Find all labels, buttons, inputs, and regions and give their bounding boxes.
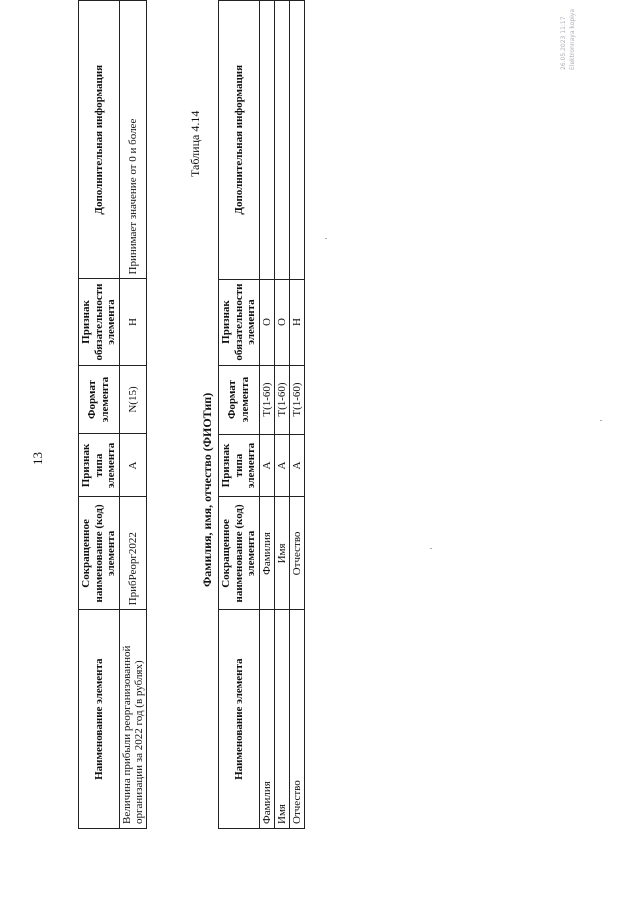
header-info: Дополнительная информация xyxy=(219,1,260,280)
stamp-line-2: Elektronnaya kopiya xyxy=(569,8,576,70)
scan-speck xyxy=(325,238,327,239)
page-number: 13 xyxy=(30,452,45,465)
cell-info xyxy=(259,1,274,280)
header-name: Наименование элемента xyxy=(219,610,260,829)
cell-format: T(1-60) xyxy=(289,365,304,434)
cell-required: Н xyxy=(119,279,146,365)
header-format: Формат элемента xyxy=(79,365,120,434)
digital-stamp xyxy=(560,0,600,70)
table-header-row xyxy=(79,1,120,829)
cell-type: А xyxy=(274,434,289,497)
header-code: Сокращенное наименование (код) элемента xyxy=(79,497,120,610)
cell-format: T(1-60) xyxy=(259,365,274,434)
header-required: Признак обязательности элемента xyxy=(79,279,120,365)
cell-type: А xyxy=(289,434,304,497)
header-info: Дополнительная информация xyxy=(79,1,120,279)
table-row xyxy=(259,1,274,829)
cell-format: N(15) xyxy=(119,365,146,434)
stamp-line-1: 26.05.2023 11:17 xyxy=(560,16,567,70)
header-type: Признак типа элемента xyxy=(219,434,260,497)
header-code: Сокращенное наименование (код) элемента xyxy=(219,497,260,610)
table-row xyxy=(274,1,289,829)
cell-info xyxy=(289,1,304,280)
cell-info xyxy=(274,1,289,280)
cell-code: Фамилия xyxy=(259,497,274,610)
table-pribyl xyxy=(78,0,147,829)
cell-format: T(1-60) xyxy=(274,365,289,434)
table-row xyxy=(119,1,146,829)
cell-code: ПрибРеорг2022 xyxy=(119,497,146,610)
cell-code: Имя xyxy=(274,497,289,610)
table-caption: Таблица 4.14 xyxy=(188,110,202,177)
scan-speck xyxy=(600,420,602,421)
header-format: Формат элемента xyxy=(219,365,260,434)
table-fio xyxy=(218,0,305,829)
table-header-row xyxy=(219,1,260,829)
header-name: Наименование элемента xyxy=(79,610,120,829)
cell-name: Имя xyxy=(274,610,289,829)
cell-name: Величина прибыли реорганизованной организации за 2022 год (в рублях) xyxy=(119,610,146,829)
scan-speck xyxy=(430,548,432,549)
header-type: Признак типа элемента xyxy=(79,434,120,497)
cell-name: Отчество xyxy=(289,610,304,829)
cell-name: Фамилия xyxy=(259,610,274,829)
cell-info: Принимает значение от 0 и более xyxy=(119,1,146,279)
cell-type: А xyxy=(259,434,274,497)
cell-required: О xyxy=(274,279,289,365)
table-row xyxy=(289,1,304,829)
section-title: Фамилия, имя, отчество (ФИОТип) xyxy=(200,392,214,587)
cell-required: О xyxy=(259,279,274,365)
cell-type: А xyxy=(119,434,146,497)
cell-code: Отчество xyxy=(289,497,304,610)
header-required: Признак обязательности элемента xyxy=(219,279,260,365)
cell-required: Н xyxy=(289,279,304,365)
